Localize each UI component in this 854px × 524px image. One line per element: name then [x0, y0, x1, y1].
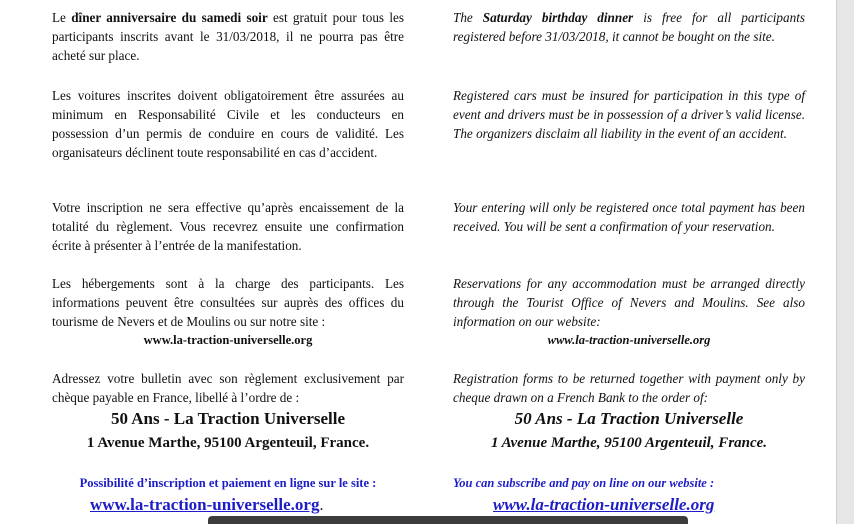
en-payment-paragraph: Your entering will only be registered once total payment has been received. You will be sent a confirmation of your reservation. — [453, 200, 805, 234]
fr-dinner-text-a: Le — [52, 10, 72, 25]
fr-insurance-paragraph: Les voitures inscrites doivent obligatoirement être assurées au minimum en Responsabilité Civile et les conducteurs en possession d’un permis de conduire en cours de validité. Les organisateurs déclinent toute responsabilité en cas d’accident. — [52, 88, 404, 160]
horizontal-scrollbar[interactable] — [208, 516, 688, 524]
fr-cheque-paragraph: Adressez votre bulletin avec son règlement exclusivement par chèque payable en France, libellé à l’ordre de : — [52, 371, 404, 405]
en-address: 1 Avenue Marthe, 95100 Argenteuil, France. — [490, 435, 768, 451]
viewer-side-strip — [837, 0, 854, 524]
en-insurance-paragraph: Registered cars must be insured for participation in this type of event and drivers must be in possession of a driver’s valid license. The organizers disclaim all liability in the event of an accident. — [453, 88, 805, 141]
en-dinner-text-c: is free for all participants registered before 31/03/2018, it cannot be bought on the site. — [453, 10, 805, 44]
fr-dinner-text-c: est gratuit pour tous les participants inscrits avant le 31/03/2018, il ne pourra pas être acheté sur place. — [52, 10, 404, 63]
en-site-url: www.la-traction-universelle.org — [547, 333, 711, 347]
fr-dinner-bold: dîner anniversaire du samedi soir — [71, 10, 268, 25]
fr-online-dot: . — [319, 497, 324, 514]
fr-accommodation-paragraph: Les hébergements sont à la charge des participants. Les informations peuvent être consultées sur auprès des offices du tourisme de Nevers et de Moulins ou sur notre site : — [52, 276, 404, 329]
fr-online-link[interactable]: www.la-traction-universelle.org — [90, 495, 320, 514]
fr-org-name: 50 Ans - La Traction Universelle — [110, 409, 346, 428]
fr-address: 1 Avenue Marthe, 95100 Argenteuil, France. — [86, 435, 370, 451]
en-online-link-wrap — [493, 494, 805, 516]
en-org-name: 50 Ans - La Traction Universelle — [514, 409, 744, 428]
en-online-note: You can subscribe and pay on line on our website : — [453, 476, 715, 490]
fr-online-note: Possibilité d’inscription et paiement en ligne sur le site : — [79, 476, 377, 490]
en-dinner-paragraph — [453, 8, 805, 46]
fr-payment-paragraph: Votre inscription ne sera effective qu’après encaissement de la totalité du règlement. Vous recevrez ensuite une confirmation écrite à présenter à l’entrée de la manifestation. — [52, 200, 404, 253]
fr-online-link-wrap — [90, 494, 390, 516]
en-accommodation-paragraph: Reservations for any accommodation must be arranged directly through the Tourist Office of Nevers and Moulins. See also information on our website: — [453, 276, 805, 329]
en-online-link[interactable]: www.la-traction-universelle.org — [493, 495, 715, 514]
fr-site-url: www.la-traction-universelle.org — [143, 333, 313, 347]
en-dinner-text-a: The — [453, 10, 483, 25]
en-cheque-paragraph: Registration forms to be returned together with payment only by cheque drawn on a French Bank to the order of: — [453, 371, 805, 405]
fr-dinner-paragraph — [52, 8, 404, 65]
en-dinner-bold: Saturday birthday dinner — [482, 10, 634, 25]
